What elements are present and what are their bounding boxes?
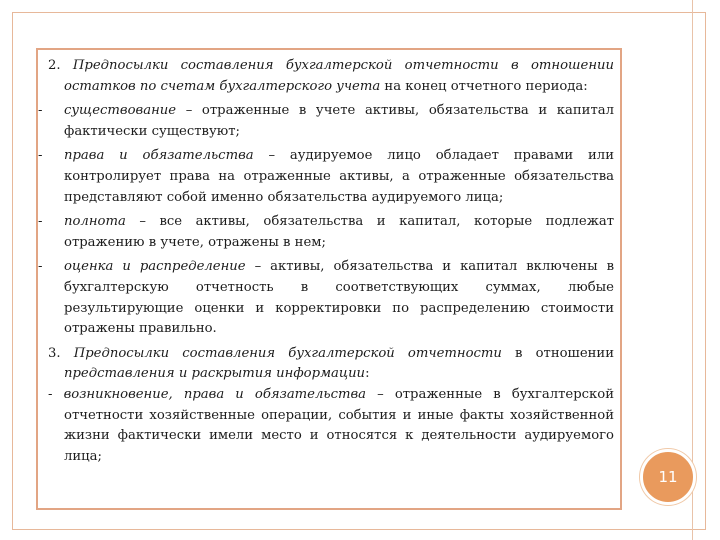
bullet-text: – отраженные в учете активы, обязательства и капитал фактически существуют; [64, 103, 614, 139]
bullet-valuation [38, 257, 614, 339]
paragraph-2-title: Предпосылки составления бухгалтерской отчетности в отношении остатков по счетам бухгалтерского учета [64, 58, 614, 94]
decorative-line [692, 0, 693, 540]
paragraph-2 [48, 56, 614, 97]
bullet-term: оценка и распределение [64, 259, 246, 275]
paragraph-2-number: 2. [48, 58, 61, 73]
page-number: 11 [658, 468, 678, 486]
bullet-dash: - [38, 259, 43, 275]
bullet-term: полнота [64, 214, 126, 230]
bullet-text: – отраженные в бухгалтерской отчетности хозяйственные операции, события и иные факты хозяйственной жизни фактически имели место и относятся к деятельности аудируемого лица; [64, 386, 615, 464]
paragraph-3-mid: в отношении [501, 345, 614, 361]
bullet-term: возникновение, права и обязательства [63, 386, 366, 402]
bullet-term: существование [64, 103, 177, 119]
bullet-completeness [38, 212, 614, 253]
paragraph-3-number: 3. [48, 345, 61, 361]
content-box [36, 48, 622, 510]
page-number-badge [640, 449, 696, 505]
paragraph-3-rest: : [365, 366, 370, 382]
paragraph-3-title2: представления и раскрытия информации [64, 366, 366, 382]
bullet-text: – активы, обязательства и капитал включены в бухгалтерскую отчетность в соответствующих суммах, любые результирующие оценки и корректировки по распределению стоимости отражены правильно. [64, 259, 614, 337]
bullet-rights [38, 146, 614, 208]
bullet-dash: - [38, 103, 43, 119]
bullet-dash: - [38, 214, 43, 230]
bullet-text: – аудируемое лицо обладает правами или контролирует права на отраженные активы, а отраженные обязательства представляют собой именно обязательства аудируемого лица; [64, 148, 614, 205]
bullet-dash: - [48, 386, 53, 402]
bullet-text: – все активы, обязательства и капитал, которые подлежат отражению в учете, отражены в нем; [64, 214, 614, 250]
paragraph-2-rest: на конец отчетного периода: [380, 78, 588, 94]
bullet-occurrence [48, 385, 614, 467]
bullet-term: права и обязательства [64, 148, 254, 164]
paragraph-3 [48, 344, 614, 385]
text-body [38, 56, 615, 467]
bullet-dash: - [38, 148, 43, 164]
paragraph-3-title: Предпосылки составления бухгалтерской отчетности [73, 345, 502, 361]
bullet-existence [38, 101, 614, 142]
